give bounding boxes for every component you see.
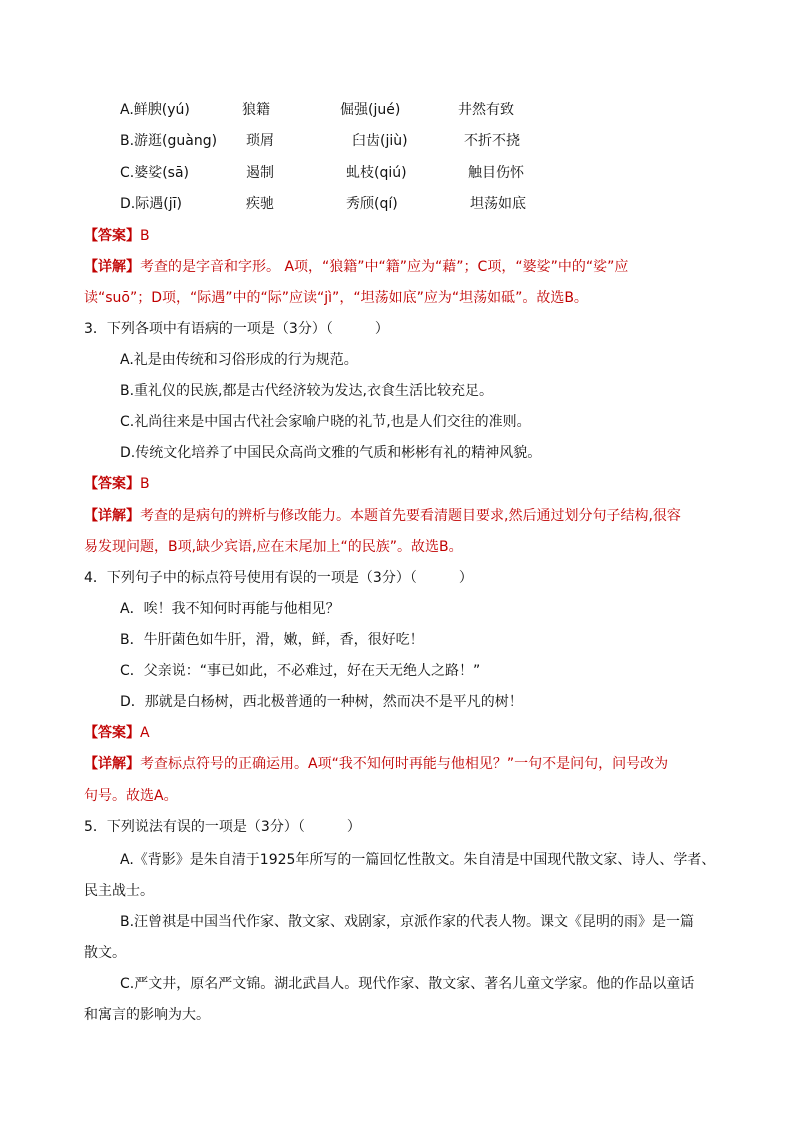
q3-option-b: B.重礼仪的民族,都是古代经济较为发达,衣食生活比较充足。 [120,383,493,399]
q4-option-b: B．牛肝菌色如牛肝，滑，嫩，鲜，香，很好吃！ [120,632,424,648]
answer-value: B [140,476,150,492]
q2-option-a [120,98,720,122]
answer-tag: 【答案】 [84,476,140,492]
q3-option-c: C.礼尚往来是中国古代社会家喻户晓的礼节,也是人们交往的准则。 [120,414,531,430]
q2-option-b [120,129,720,153]
detail-tag: 【详解】 [84,508,140,524]
option-word: 触目伤怀 [468,165,524,181]
q4-detail-line1 [84,752,716,776]
answer-value: A [140,725,150,741]
detail-text: 考查的是字音和字形。 A项，“狼籍”中“籍”应为“藉”；C项，“婆娑”中的“娑”应 [140,259,629,275]
answer-value: B [140,228,150,244]
option-word: 井然有致 [458,102,514,118]
option-word: 虬枝(qiú) [346,165,407,181]
q5-option-c-line2: 和寓言的影响为大。 [84,1007,210,1023]
detail-text: 考查标点符号的正确运用。A项“我不知何时再能与他相见？”一句不是问句，问号改为 [140,756,669,772]
option-word: 倔强(jué) [340,102,401,118]
q5-option-b-line2: 散文。 [84,945,126,961]
option-label: B.游逛(guàng) [120,133,218,149]
option-word: 秀颀(qí) [346,196,398,212]
q2-detail-line1 [84,255,716,279]
q5-stem: 5．下列说法有误的一项是（3分）（ ） [84,819,361,835]
q5-option-a-line1: A.《背影》是朱自清于1925年所写的一篇回忆性散文。朱自清是中国现代散文家、诗人、学者、 [120,852,716,868]
answer-tag: 【答案】 [84,725,140,741]
q5-option-b-line1: B.汪曾祺是中国当代作家、散文家、戏剧家，京派作家的代表人物。课文《昆明的雨》是一篇 [120,914,695,930]
detail-tag: 【详解】 [84,259,140,275]
option-label: A.鲜腴(yú) [120,102,190,118]
q4-option-d: D．那就是白杨树，西北极普通的一种树，然而决不是平凡的树！ [120,694,523,710]
q4-option-c: C．父亲说：“事已如此，不必难过，好在天无绝人之路！” [120,663,481,679]
option-word: 琐屑 [246,133,274,149]
q3-answer [84,472,716,496]
q3-option-a: A.礼是由传统和习俗形成的行为规范。 [120,352,358,368]
option-word: 臼齿(jiù) [352,133,408,149]
option-word: 坦荡如底 [470,196,526,212]
option-word: 疾驰 [246,196,274,212]
q4-option-a: A．唉！我不知何时再能与他相见？ [120,601,340,617]
q2-answer [84,224,716,248]
q2-detail-line2: 读“suō”；D项，“际遇”中的“际”应读“jì”，“坦荡如底”应为“坦荡如砥”。故选B。 [84,290,588,306]
q3-option-d: D.传统文化培养了中国民众高尚文雅的气质和彬彬有礼的精神风貌。 [120,445,542,461]
option-label: D.际遇(jī) [120,196,182,212]
q4-detail-line2: 句号。故选A。 [84,788,178,804]
q5-option-a-line2: 民主战士。 [84,883,154,899]
option-word: 遏制 [246,165,274,181]
detail-tag: 【详解】 [84,756,140,772]
q4-answer [84,721,716,745]
q3-detail-line2: 易发现问题，B项,缺少宾语,应在末尾加上“的民族”。故选B。 [84,539,463,555]
answer-tag: 【答案】 [84,228,140,244]
option-label: C.婆娑(sā) [120,165,190,181]
q3-detail-line1 [84,504,716,528]
option-word: 不折不挠 [464,133,520,149]
q3-stem: 3．下列各项中有语病的一项是（3分）（ ） [84,321,389,337]
q2-option-d [120,192,720,216]
option-word: 狼籍 [242,102,270,118]
q4-stem: 4．下列句子中的标点符号使用有误的一项是（3分）（ ） [84,570,473,586]
q5-option-c-line1: C.严文井，原名严文锦。湖北武昌人。现代作家、散文家、著名儿童文学家。他的作品以童话 [120,976,695,992]
detail-text: 考查的是病句的辨析与修改能力。本题首先要看清题目要求,然后通过划分句子结构,很容 [140,508,681,524]
q2-option-c [120,161,720,185]
